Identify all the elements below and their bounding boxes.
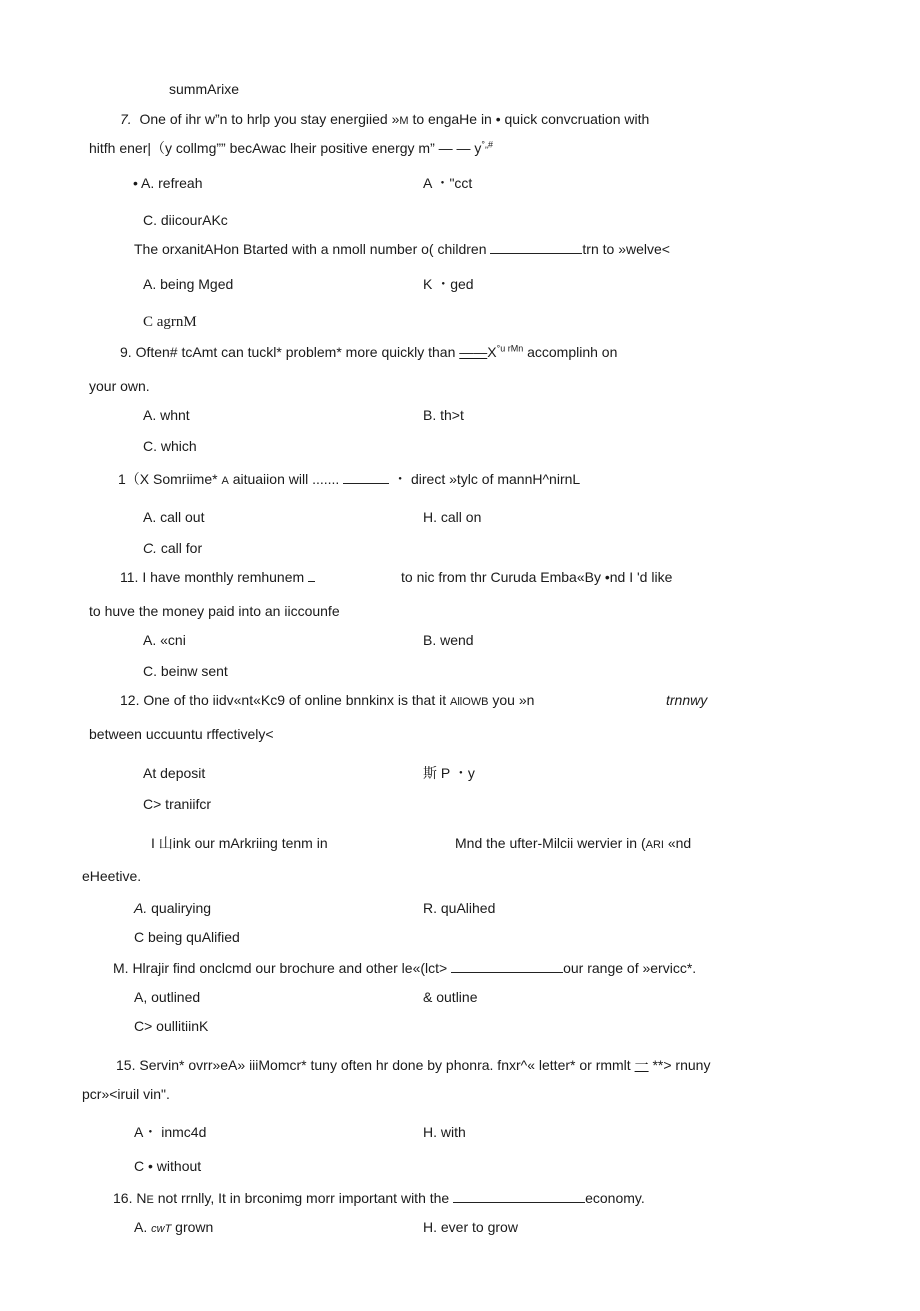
option-b: H. with: [423, 1124, 466, 1140]
question-text: ARI: [645, 839, 664, 851]
option-letter: C.: [143, 540, 157, 556]
question-text: you »n: [488, 692, 535, 708]
question-text: M. Hlrajir find onclcmd our brochure and other le«(lct>: [113, 960, 448, 976]
question-text: accomplinh on: [523, 344, 618, 360]
question-12-continued: trnnwy: [666, 692, 708, 708]
option-b: B. th>t: [423, 407, 464, 423]
option-a: A. call out: [143, 509, 205, 525]
option-a: • A. refreah: [133, 175, 203, 191]
option-c: C. which: [143, 438, 197, 454]
superscript-text: °u rMn: [496, 343, 524, 354]
question-9: [120, 343, 617, 361]
question-text: The orxanitAHon Btarted with a nmoll number o( children: [134, 241, 487, 257]
question-7: [120, 110, 649, 130]
question-text: One of ihr w”n to hrlp you stay energiied »: [139, 111, 400, 127]
question-text: ・ direct »tylc of mannH^nirnL: [393, 471, 581, 487]
question-text: trn to »welve<: [582, 241, 670, 257]
question-13-continued: [455, 834, 691, 854]
superscript-text: °„#: [481, 139, 494, 150]
option-a: [134, 1218, 213, 1238]
answer-blank: [490, 241, 582, 254]
question-8: [134, 240, 670, 258]
option-b: H. call on: [423, 509, 482, 525]
question-14: [113, 959, 696, 977]
option-a: A, outlined: [134, 989, 201, 1005]
option-b: K ・ged: [423, 276, 474, 292]
question-16: [113, 1189, 645, 1209]
option-b: H. ever to grow: [423, 1219, 518, 1235]
option-c: C • without: [134, 1158, 202, 1174]
option-c: C. diicourAKc: [143, 212, 228, 228]
option-b: A ・"cct: [423, 175, 473, 191]
option-c: C agrnM: [143, 314, 197, 330]
answer-blank: [453, 1190, 585, 1203]
question-13-line-2: eHeetive.: [82, 868, 142, 884]
question-number: 7.: [120, 111, 132, 127]
question-text: E: [146, 1194, 154, 1206]
question-text: Mnd the ufter-Milcii wervier in (: [455, 835, 646, 851]
question-text: 15. Servin* ovrr»eA» iiiMomcr* tuny often hr done by phonra. fnxr^« letter* or rmmlt: [116, 1057, 631, 1073]
question-text: M: [399, 115, 409, 127]
question-text: A: [221, 475, 229, 487]
question-13: I 山ink our mArkriing tenm in: [151, 835, 328, 851]
answer-blank: 一: [634, 1057, 649, 1073]
question-text: hitfh ener|（y collmg”” becAwac lheir positive energy m” — — y: [89, 140, 482, 156]
option-a: A・ inmc4d: [134, 1124, 207, 1140]
option-text: grown: [171, 1219, 214, 1235]
question-text: 16. N: [113, 1190, 147, 1206]
option-c: C. beinw sent: [143, 663, 228, 679]
option-letter: A.: [134, 900, 148, 916]
option-b: 斯 P ・y: [423, 765, 475, 781]
question-text: 1（X Somriime*: [118, 471, 222, 487]
text-line: summArixe: [169, 81, 240, 97]
answer-blank: [451, 960, 563, 973]
question-text: 9. Often# tcAmt can tuckl* problem* more quickly than: [120, 344, 456, 360]
answer-blank: [343, 471, 389, 484]
option-b: & outline: [423, 989, 478, 1005]
option-c: C> oullitiinK: [134, 1018, 209, 1034]
option-b: B. wend: [423, 632, 474, 648]
question-15: [116, 1056, 710, 1074]
question-text: **> rnuny: [648, 1057, 711, 1073]
option-a: A. whnt: [143, 407, 190, 423]
question-text: not rrnlly, It in brconimg morr important with the: [153, 1190, 450, 1206]
question-text: our range of »ervicc*.: [563, 960, 697, 976]
option-c: [143, 539, 202, 557]
question-7-line-2: [89, 139, 493, 157]
question-text: economy.: [585, 1190, 645, 1206]
option-text: cwT: [151, 1223, 172, 1235]
option-c: C> traniifcr: [143, 796, 212, 812]
question-text: AllOWB: [449, 696, 489, 708]
question-11-continued: to nic from thr Curuda Emba«By •nd I 'd like: [401, 569, 673, 585]
question-12: [120, 691, 534, 711]
option-letter: A.: [134, 1219, 148, 1235]
option-a: A. «cni: [143, 632, 186, 648]
question-text: to engaHe in • quick convcruation with: [408, 111, 650, 127]
option-text: qualirying: [147, 900, 212, 916]
option-b: R. quAlihed: [423, 900, 496, 916]
question-10: [118, 470, 580, 490]
option-a: A. being Mged: [143, 276, 234, 292]
question-11: [120, 568, 315, 586]
question-text: aituaiion will .......: [228, 471, 340, 487]
question-11-line-2: to huve the money paid into an iiccounfe: [89, 603, 340, 619]
option-text: call for: [157, 540, 203, 556]
question-9-line-2: your own.: [89, 378, 150, 394]
question-text: X: [487, 344, 497, 360]
question-text: 12. One of tho iidv«nt«Kc9 of online bnnkinx is that it: [120, 692, 450, 708]
option-c: C being quAlified: [134, 929, 240, 945]
question-12-line-2: between uccuuntu rffectively<: [89, 726, 274, 742]
option-a: [134, 899, 211, 917]
answer-blank: [308, 569, 315, 582]
question-text: «nd: [663, 835, 692, 851]
question-15-line-2: pcr»<iruil vin".: [82, 1086, 170, 1102]
option-a: At deposit: [143, 765, 206, 781]
answer-blank: ——: [459, 344, 488, 360]
question-text: 11. I have monthly remhunem: [120, 569, 305, 585]
